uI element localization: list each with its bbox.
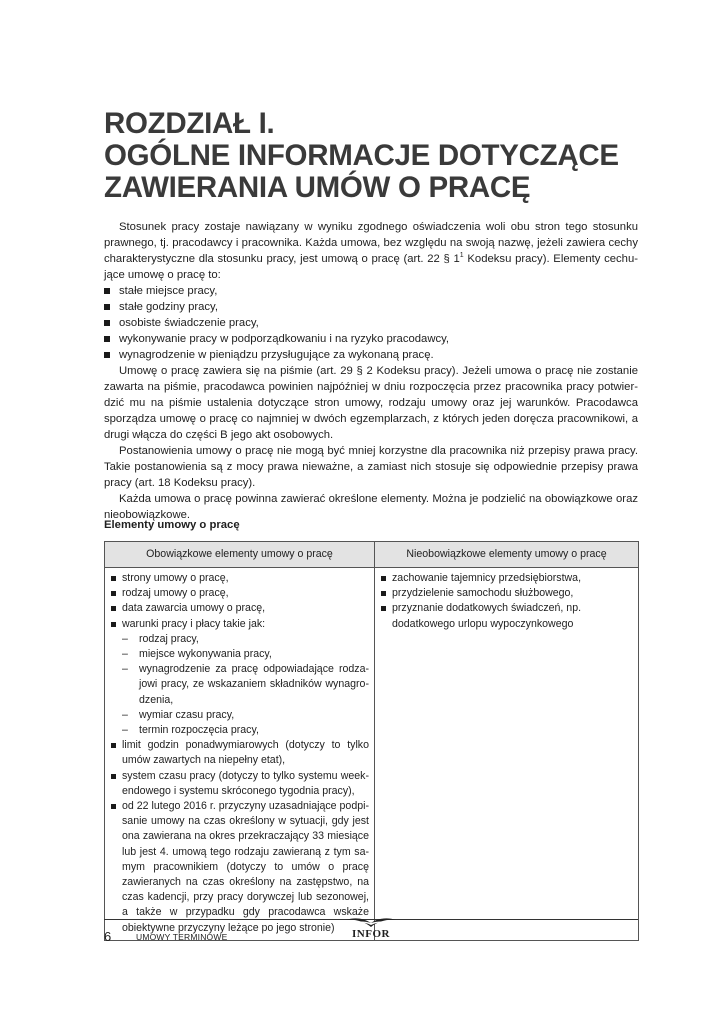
mandatory-list	[111, 571, 369, 936]
infor-logo	[344, 913, 398, 943]
square-bullet-icon	[381, 591, 386, 596]
list-item-text: data zawarcia umowy o pracę,	[122, 602, 266, 615]
list-item	[111, 769, 369, 799]
column-header-optional: Nieobowiązkowe elementy umowy o pracę	[375, 542, 639, 568]
mandatory-cell	[105, 568, 375, 941]
paragraph: Każda umowa o pracę powinna zawierać określone elementy. Można je podzielić na obowiązkowe oraz nieobowiązkowe.	[104, 493, 638, 521]
list-item	[381, 571, 633, 586]
square-bullet-icon	[111, 576, 116, 581]
square-bullet-icon	[111, 622, 116, 627]
feature-list	[104, 283, 638, 363]
square-bullet-icon	[111, 743, 116, 748]
chapter-title-line: ZAWIERANIA UMÓW O PRACĘ	[104, 171, 531, 204]
list-item	[111, 799, 369, 936]
list-item-text: system czasu pracy (dotyczy to tylko systemu weekendowego i systemu skróconego tygodnia pracy),	[122, 769, 369, 797]
optional-list	[381, 571, 633, 632]
table-row	[105, 568, 639, 941]
paragraph	[104, 219, 638, 283]
list-item	[104, 299, 638, 315]
list-item-text: warunki pracy i płacy takie jak:	[122, 617, 266, 630]
list-item-text: wynagrodzenie w pieniądzu przysługujące za wykonaną pracę.	[119, 349, 434, 361]
sub-list-item: – termin rozpoczęcia pracy,	[122, 723, 369, 738]
square-bullet-icon	[104, 304, 110, 310]
list-item-text: przyznanie dodatkowych świadczeń, np. dodatkowego urlopu wypoczynkowego	[392, 602, 582, 630]
list-item	[104, 331, 638, 347]
list-item	[111, 586, 369, 601]
list-item-text: zachowanie tajemnicy przedsiębiorstwa,	[392, 572, 582, 584]
superscript: 1	[459, 252, 464, 260]
list-item	[381, 586, 633, 601]
list-item	[111, 601, 369, 616]
list-item-text: stałe miejsce pracy,	[119, 285, 218, 297]
paragraph: Postanowienia umowy o pracę nie mogą być mniej korzystne dla pracownika niż przepisy prawa pracy. Takie postanowienia są z mocy prawa nieważne, a zamiast nich stosuje się odpowiednie przepisy prawa pracy (art. 18 Kodeksu pracy).	[104, 445, 638, 489]
chapter-title-line: ROZDZIAŁ I.	[104, 107, 275, 140]
column-header-mandatory: Obowiązkowe elementy umowy o pracę	[105, 542, 375, 568]
sub-list-item: – wynagrodzenie za pracę odpowiadające rodzajowi pracy, ze wskazaniem składników wynagrodzenia,	[122, 662, 369, 708]
chapter-title-line: OGÓLNE INFORMACJE DOTYCZĄCE	[104, 139, 619, 172]
square-bullet-icon	[104, 336, 110, 342]
square-bullet-icon	[111, 774, 116, 779]
square-bullet-icon	[104, 288, 110, 294]
square-bullet-icon	[104, 320, 110, 326]
sub-list-item: – miejsce wykonywania pracy,	[122, 647, 369, 662]
list-item-text: strony umowy o pracę,	[122, 572, 229, 584]
list-item	[381, 601, 633, 631]
footer-label: UMOWY TERMINOWE	[136, 932, 228, 942]
list-item	[111, 738, 369, 768]
list-item-text: stałe godziny pracy,	[119, 301, 219, 313]
list-item-text: przydzielenie samochodu służbowego,	[392, 587, 574, 600]
sub-list-item: – wymiar czasu pracy,	[122, 708, 369, 723]
square-bullet-icon	[111, 606, 116, 611]
list-item	[111, 571, 369, 586]
list-item	[104, 347, 638, 363]
list-item	[104, 283, 638, 299]
list-item	[111, 617, 369, 739]
elements-table	[104, 541, 639, 941]
intro-section	[104, 219, 638, 523]
square-bullet-icon	[111, 804, 116, 809]
document-page	[104, 0, 638, 1024]
paragraph-text: Kodeksu pracy). Elementy cechujące umowę o pracę to:	[104, 253, 639, 281]
paragraph-text: Stosunek pracy zostaje nawiązany w wyniku zgodnego oświadczenia woli obu stron tego stosunku prawnego, tj. pracodawcy i pracownika. Każda umowa, bez względu na swoją nazwę, jeżeli zawiera cechy charakterystyczne dla stosunku pracy, jest umową o pracę (art. 22 § 1	[104, 221, 638, 265]
square-bullet-icon	[381, 576, 386, 581]
sub-list	[122, 632, 369, 738]
square-bullet-icon	[111, 591, 116, 596]
sub-list-item: – rodzaj pracy,	[122, 632, 369, 647]
table-caption: Elementy umowy o pracę	[104, 519, 240, 531]
square-bullet-icon	[104, 352, 110, 358]
list-item-text: rodzaj umowy o pracę,	[122, 587, 229, 600]
logo-text: INFOR	[352, 928, 390, 940]
list-item-text: osobiste świadczenie pracy,	[119, 317, 259, 329]
list-item	[104, 315, 638, 331]
list-item-text: wykonywanie pracy w podporządkowaniu i na ryzyko pracodawcy,	[119, 333, 450, 345]
square-bullet-icon	[381, 606, 386, 611]
chapter-title	[104, 108, 644, 204]
optional-cell	[375, 568, 639, 941]
list-item-text: od 22 lutego 2016 r. przyczyny uzasadniające podpisanie umowy na czas określony w sytuacji, gdy jest ona zawierana na okres przekraczający 33 miesiące lub jest 4. umową tego rodzaju zawieraną z tym samym pracownikiem (dotyczy to umów o pracę zawieranych na czas określony na zastępstwo, na czas kadencji, przy pracy dorywczej lub sezonowej, a także w przypadku gdy pracodawca wskaże obiektywne przyczyny leżące po jego stronie)	[122, 800, 369, 934]
list-item-text: limit godzin ponadwymiarowych (dotyczy to tylko umów zawartych na niepełny etat),	[122, 739, 369, 767]
table-header-row	[105, 542, 639, 568]
wings-icon	[344, 913, 398, 929]
page-number: 6	[104, 929, 112, 944]
paragraph: Umowę o pracę zawiera się na piśmie (art. 29 § 2 Kodeksu pracy). Jeżeli umowa o pracę nie zostanie zawarta na piśmie, pracodawca powinien najpóźniej w dniu rozpoczęcia przez pracownika pracy potwierdzić mu na piśmie ustalenia dotyczące stron umowy, rodzaju umowy oraz jej warunków. Pracodawca sporządza umowę o pracę co najmniej w dwóch egzemplarzach, z których jeden doręcza pracownikowi, a drugi włącza do części B jego akt osobowych.	[104, 365, 638, 441]
